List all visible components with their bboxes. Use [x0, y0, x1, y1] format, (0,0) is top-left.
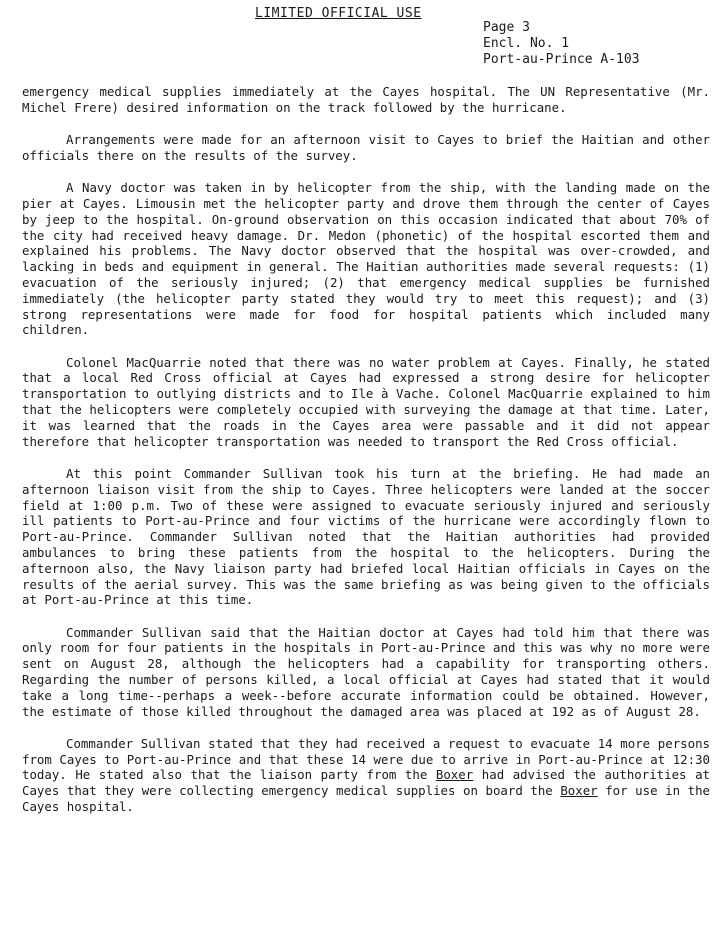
paragraph-sullivan-casualties: [22, 625, 710, 720]
paragraph-text: had advised the authorities at Cayes that they were collecting emergency medical supplies on board the: [22, 767, 710, 799]
paragraph-text: Colonel MacQuarrie noted that there was no water problem at Cayes. Finally, he stated that a local Red Cross official at Cayes had expressed a strong desire for helicopter transportation to outlying districts and to Ile à Vache. Colonel MacQuarrie explained to him that the helicopters were completely occupied with surveying the damage at that time. Later, it was learned that the roads in the Cayes area were passable and it did not appear therefore that helicopter transportation was needed to transport the Red Cross official.: [22, 354, 710, 449]
paragraph-text: Commander Sullivan stated that they had received a request to evacuate 14 more persons from Cayes to Port-au-Prince and that these 14 were due to arrive in Port-au-Prince at 12:30 today. He stated also that the liaison party from the: [22, 735, 710, 783]
paragraph-text: Commander Sullivan said that the Haitian doctor at Cayes had told him that there was only room for four patients in the hospitals in Port-au-Prince and this was why no more were sent on August 28, although the helicopters had a capability for transporting others. Regarding the number of persons killed, a local official at Cayes had stated that it would take a long time--perhaps a week--before accurate information could be obtained. However, the estimate of those killed throughout the damaged area was placed at 192 as of August 28.: [22, 624, 710, 719]
paragraph-sullivan-briefing: [22, 466, 710, 608]
paragraph-text: for use in the Cayes hospital.: [22, 783, 710, 815]
paragraph-macquarrie: [22, 355, 710, 450]
paragraph-sullivan-evacuation: [22, 736, 710, 815]
paragraph-navy-doctor: [22, 180, 710, 338]
paragraph-text: Arrangements were made for an afternoon visit to Cayes to brief the Haitian and other officials there on the results of the survey.: [22, 132, 710, 163]
airgram-reference: Port-au-Prince A-103: [483, 52, 640, 67]
ship-name-underlined: Boxer: [435, 767, 474, 783]
document-body: [22, 84, 710, 831]
paragraph-text: emergency medical supplies immediately at the Cayes hospital. The UN Representative (Mr. Michel Frere) desired information on the track followed by the hurricane.: [22, 84, 710, 115]
enclosure-number: Encl. No. 1: [483, 36, 570, 51]
document-reference-block: [483, 20, 640, 68]
classification-marking: LIMITED OFFICIAL USE: [255, 6, 422, 21]
paragraph-continuation: [22, 84, 710, 116]
paragraph-text: At this point Commander Sullivan took his turn at the briefing. He had made an afternoon liaison visit from the ship to Cayes. Three helicopters were landed at the soccer field at 1:00 p.m. Two of these were assigned to evacuate seriously injured and seriously ill patients to Port-au-Prince and four victims of the hurricane were accordingly flown to Port-au-Prince. Commander Sullivan noted that the Haitian authorities had provided ambulances to bring these patients from the hospital to the helicopters. During the afternoon also, the Navy liaison party had briefed local Haitian officials in Cayes on the results of the aerial survey. This was the same briefing as was being given to the officials at Port-au-Prince at this time.: [22, 465, 710, 608]
paragraph-text: A Navy doctor was taken in by helicopter from the ship, with the landing made on the pier at Cayes. Limousin met the helicopter party and drove them through the center of Cayes by jeep to the hospital. On-ground observation on this occasion indicated that about 70% of the city had received heavy damage. Dr. Medon (phonetic) of the hospital escorted them and explained his problems. The Navy doctor observed that the hospital was over-crowded, and lacking in beds and equipment in general. The Haitian authorities made several requests: (1) evacuation of the seriously injured; (2) that emergency medical supplies be furnished immediately (the helicopter party stated they would try to meet this request); and (3) strong representations were made for food for hospital patients which included many children.: [22, 180, 710, 338]
page-number: Page 3: [483, 20, 530, 35]
ship-name-underlined: Boxer: [560, 783, 598, 799]
paragraph-arrangements: [22, 132, 710, 164]
